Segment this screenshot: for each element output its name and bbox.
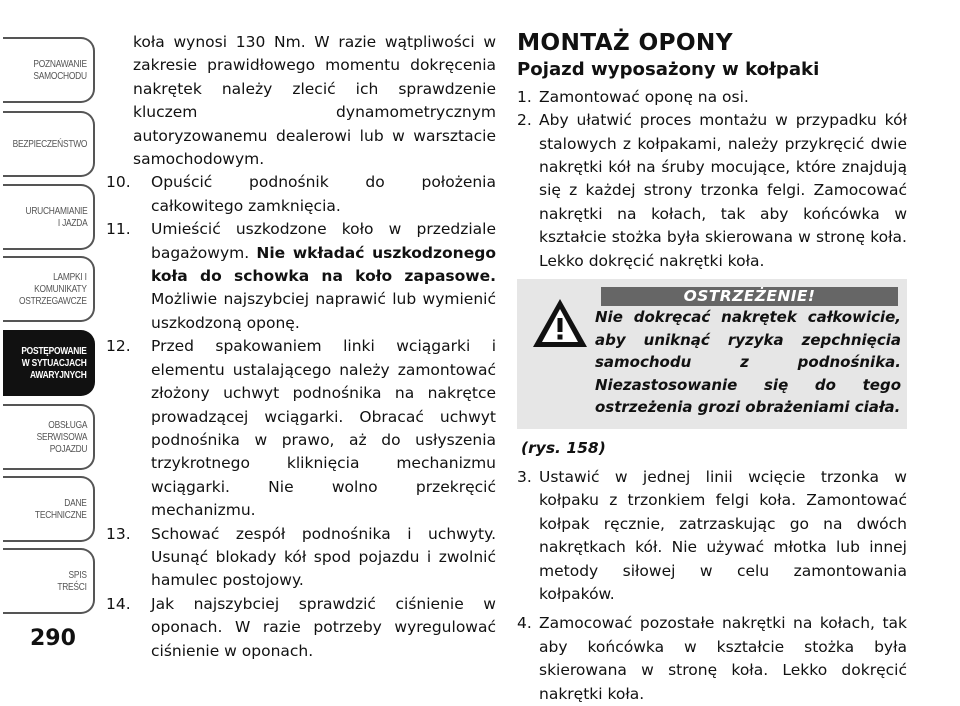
item-text: Umieścić uszkodzone koło w przedziale bagażowym. <box>151 220 496 262</box>
tab-label: DANE TECHNICZNE <box>35 497 87 521</box>
tab-uruchamianie-i-jazda[interactable] <box>3 184 95 250</box>
item-number: 3. <box>517 467 532 486</box>
item-number: 10. <box>106 173 131 192</box>
tab-label: BEZPIECZEŃSTWO <box>12 138 87 150</box>
item-number: 13. <box>106 524 131 543</box>
item-number: 1. <box>517 87 532 106</box>
list-item-12 <box>106 335 496 522</box>
tab-postepowanie-awaryjne[interactable] <box>3 330 95 396</box>
tab-label: LAMPKI I KOMUNIKATY OSTRZEGAWCZE <box>19 271 87 307</box>
list-item-4 <box>517 612 907 706</box>
tab-label: POSTĘPOWANIE W SYTUACJACH AWARYJNYCH <box>21 345 87 381</box>
item-number: 11. <box>106 220 131 239</box>
warning-box <box>517 279 907 429</box>
item-number: 2. <box>517 111 532 130</box>
section-heading: MONTAŻ OPONY <box>517 29 733 56</box>
tab-spis-tresci[interactable] <box>3 548 95 614</box>
tab-lampki-i-komunikaty[interactable] <box>3 256 95 322</box>
list-item-11 <box>106 218 496 335</box>
item-text: Zamocować pozostałe nakrętki na kołach, tak aby końcówka w kształcie stożka była skierowana w stronę koła. Lekko dokręcić nakrętki koła. <box>539 614 907 703</box>
item-text: Przed spakowaniem linki wciągarki i elementu ustalającego należy zamontować złożony uchwyt podnośnika na nakrętce prowadzącej wciągarki. Obracać uchwyt podnośnika w prawo, aż do usłyszenia trzykrotnego kliknięcia mechanizmu wciągarki. Nie wolno przekręcić mechanizmu. <box>151 337 496 520</box>
tab-label: OBSŁUGA SERWISOWA POJAZDU <box>36 419 87 455</box>
tab-label: POZNAWANIE SAMOCHODU <box>33 58 87 82</box>
right-column <box>517 31 907 706</box>
item-text: Jak najszybciej sprawdzić ciśnienie w oponach. W razie potrzeby wyregulować ciśnienie w oponach. <box>151 594 496 660</box>
warning-title: OSTRZEŻENIE! <box>601 287 898 306</box>
chapter-tabs <box>0 0 100 678</box>
warning-triangle-icon <box>531 297 589 349</box>
item-text: Opuścić podnośnik do położenia całkowitego zamknięcia. <box>151 173 496 215</box>
item-text: Schować zespół podnośnika i uchwyty. Usunąć blokady kół spod pojazdu i zwolnić hamulec postojowy. <box>151 524 496 590</box>
figure-reference: (rys. 158) <box>521 438 606 457</box>
section-subheading: Pojazd wyposażony w kołpaki <box>517 59 820 81</box>
list-item-13 <box>106 523 496 593</box>
item-number: 12. <box>106 337 131 356</box>
list-item-2 <box>517 109 907 273</box>
intro-paragraph: koła wynosi 130 Nm. W razie wątpliwości w zakresie prawidłowego momentu dokręcenia nakrętek należy zlecić ich sprawdzenie kluczem dynamometrycznym autoryzowanemu dealerowi lub w warsztacie samochodowym. <box>133 33 496 169</box>
tab-label: SPIS TREŚCI <box>57 569 87 593</box>
item-text: Aby ułatwić proces montażu w przypadku kół stalowych z kołpakami, należy przykręcić dwie nakrętki kół na śruby mocujące, które znajdują się z każdej strony trzonka felgi. Zamocować nakrętki na kołach, tak aby końcówka w kształcie stożka była skierowana w stronę koła. Lekko dokręcić nakrętki koła. <box>539 111 907 270</box>
warning-body: Nie dokręcać nakrętek całkowicie, aby uniknąć ryzyka zepchnięcia samochodu z podnośnika. Niezastosowanie się do tego ostrzeżenia grozi obrażeniami ciała. <box>595 308 901 417</box>
list-item-3 <box>517 466 907 606</box>
item-text: Możliwie najszybciej naprawić lub wymienić uszkodzoną oponę. <box>151 290 496 332</box>
item-number: 4. <box>517 614 532 633</box>
item-number: 14. <box>106 594 131 613</box>
list-item-14 <box>106 593 496 663</box>
item-text: Zamontować oponę na osi. <box>539 87 749 106</box>
page-number: 290 <box>30 626 76 651</box>
list-item-10 <box>106 171 496 218</box>
tab-label: URUCHAMIANIE I JAZDA <box>25 205 87 229</box>
left-column <box>106 31 496 663</box>
list-item-1 <box>517 86 907 109</box>
tab-dane-techniczne[interactable] <box>3 476 95 542</box>
item-bold-text: Nie wkładać uszkodzonego koła do schowka na koło zapasowe. <box>151 243 496 286</box>
tab-obsluga-serwisowa[interactable] <box>3 404 95 470</box>
tab-poznawanie-samochodu[interactable] <box>3 37 95 103</box>
tab-bezpieczenstwo[interactable] <box>3 111 95 177</box>
item-text: Ustawić w jednej linii wcięcie trzonka w kołpaku z trzonkiem felgi koła. Zamontować kołpak ręcznie, zatrzaskując go na dwóch nakrętkach kół. Nie używać młotka lub innej metody siłowej w celu zamontowania kołpaków. <box>539 467 907 603</box>
